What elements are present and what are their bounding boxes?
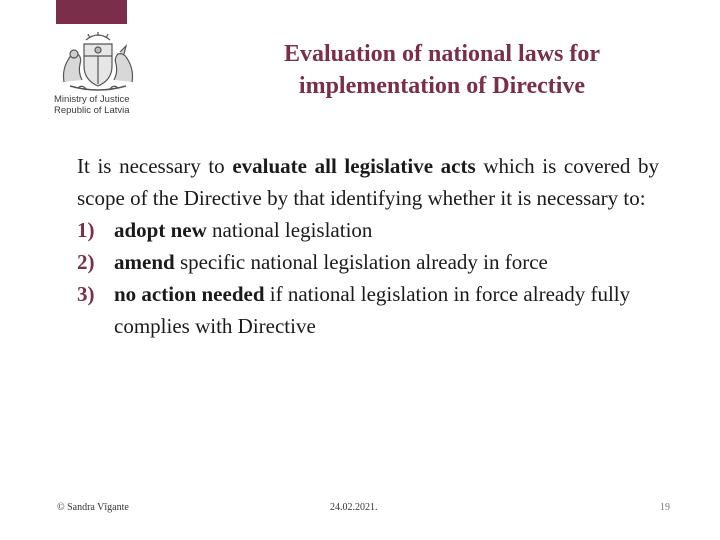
- latvia-coat-of-arms-icon: [48, 32, 148, 92]
- list-item-bold: no action needed: [114, 282, 265, 306]
- footer-date: 24.02.2021.: [330, 502, 378, 513]
- options-list: [77, 214, 659, 342]
- list-item: [77, 246, 659, 278]
- ministry-name: [54, 94, 164, 116]
- intro-text-2: which is covered by scope of the Directive by that identifying whether it is necessary to:: [77, 154, 659, 210]
- slide-content: [77, 150, 659, 342]
- title-line-2: implementation of Directive: [298, 73, 586, 99]
- list-item-text: if national legislation in force already fully complies with Directive: [114, 282, 631, 338]
- intro-bold: evaluate all legislative acts: [232, 154, 476, 178]
- ministry-logo: [40, 32, 160, 118]
- intro-paragraph: [77, 150, 659, 214]
- top-accent-bar: [56, 0, 127, 24]
- list-item-bold: adopt new: [114, 218, 207, 242]
- slide-title: [232, 38, 652, 102]
- title-line-1: Evaluation of national laws for: [283, 41, 601, 67]
- list-item-text: national legislation: [206, 218, 373, 242]
- logo-line-2: Republic of Latvia: [54, 105, 130, 116]
- list-item-text: specific national legislation already in force: [174, 250, 548, 274]
- list-number: 1): [77, 218, 95, 242]
- page-number: 19: [660, 502, 670, 513]
- list-number: 3): [77, 282, 95, 306]
- list-item: [77, 214, 659, 246]
- intro-text-1: It is necessary to: [77, 154, 233, 178]
- list-item: [77, 278, 659, 342]
- list-number: 2): [77, 250, 95, 274]
- logo-line-1: Ministry of Justice: [54, 94, 130, 105]
- footer-author: © Sandra Vīgante: [57, 502, 129, 513]
- list-item-bold: amend: [114, 250, 175, 274]
